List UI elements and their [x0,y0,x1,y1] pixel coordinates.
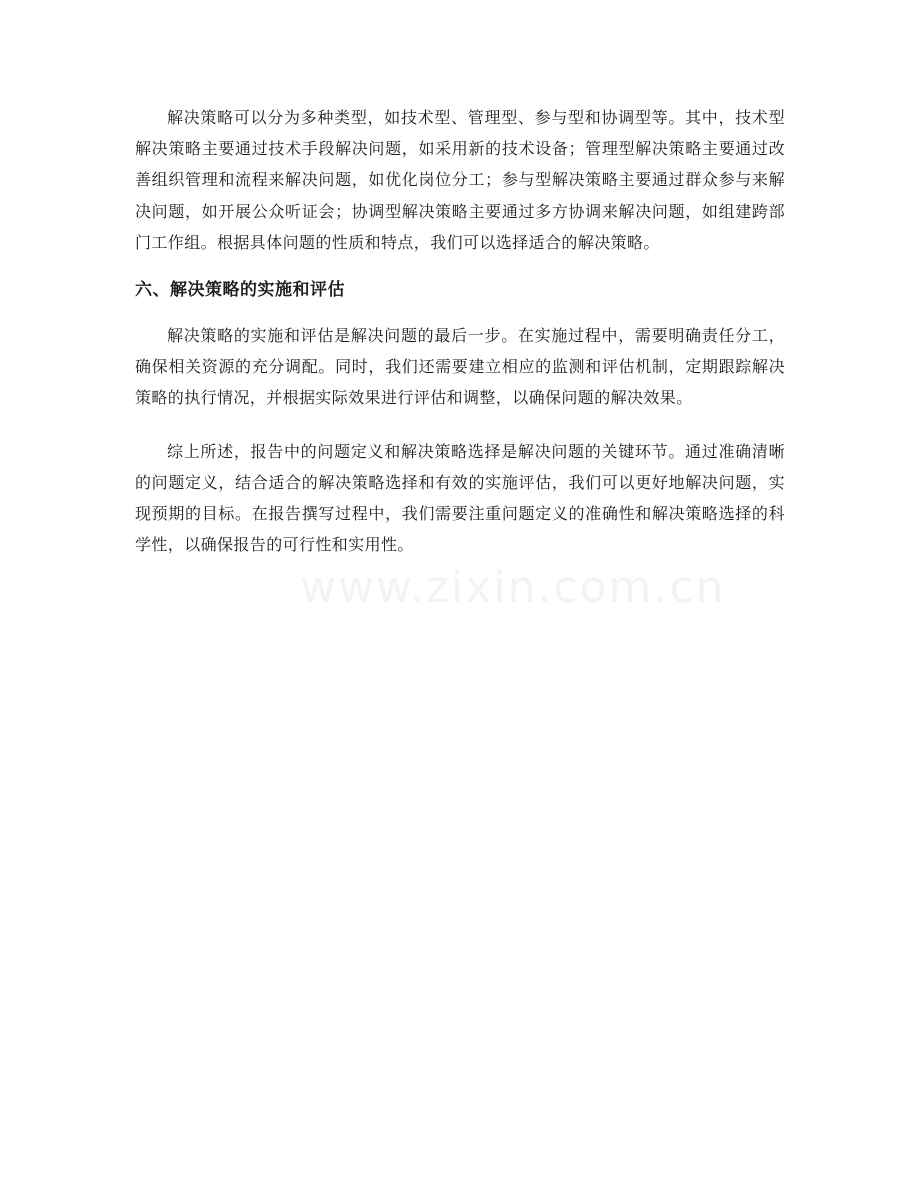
paragraph-conclusion: 综上所述，报告中的问题定义和解决策略选择是解决问题的关键环节。通过准确清晰的问题定义，结合适合的解决策略选择和有效的实施评估，我们可以更好地解决问题，实现预期的目标。在报告撰写过程中，我们需要注重问题定义的准确性和解决策略选择的科学性，以确保报告的可行性和实用性。 [135,441,785,555]
section-heading: 六、解决策略的实施和评估 [135,280,345,301]
paragraph-strategy-types: 解决策略可以分为多种类型，如技术型、管理型、参与型和协调型等。其中，技术型解决策略主要通过技术手段解决问题，如采用新的技术设备；管理型解决策略主要通过改善组织管理和流程来解决问题，如优化岗位分工；参与型解决策略主要通过群众参与来解决问题，如开展公众听证会；协调型解决策略主要通过多方协调来解决问题，如组建跨部门工作组。根据具体问题的性质和特点，我们可以选择适合的解决策略。 [135,108,785,252]
paragraph-spacer [135,414,785,436]
paragraph-implementation: 解决策略的实施和评估是解决问题的最后一步。在实施过程中，需要明确责任分工，确保相关资源的充分调配。同时，我们还需要建立相应的监测和评估机制，定期跟踪解决策略的执行情况，并根据实际效果进行评估和调整，以确保问题的解决效果。 [135,326,785,408]
document-body [135,102,785,560]
watermark: www.zixin.com.cn [300,562,726,613]
